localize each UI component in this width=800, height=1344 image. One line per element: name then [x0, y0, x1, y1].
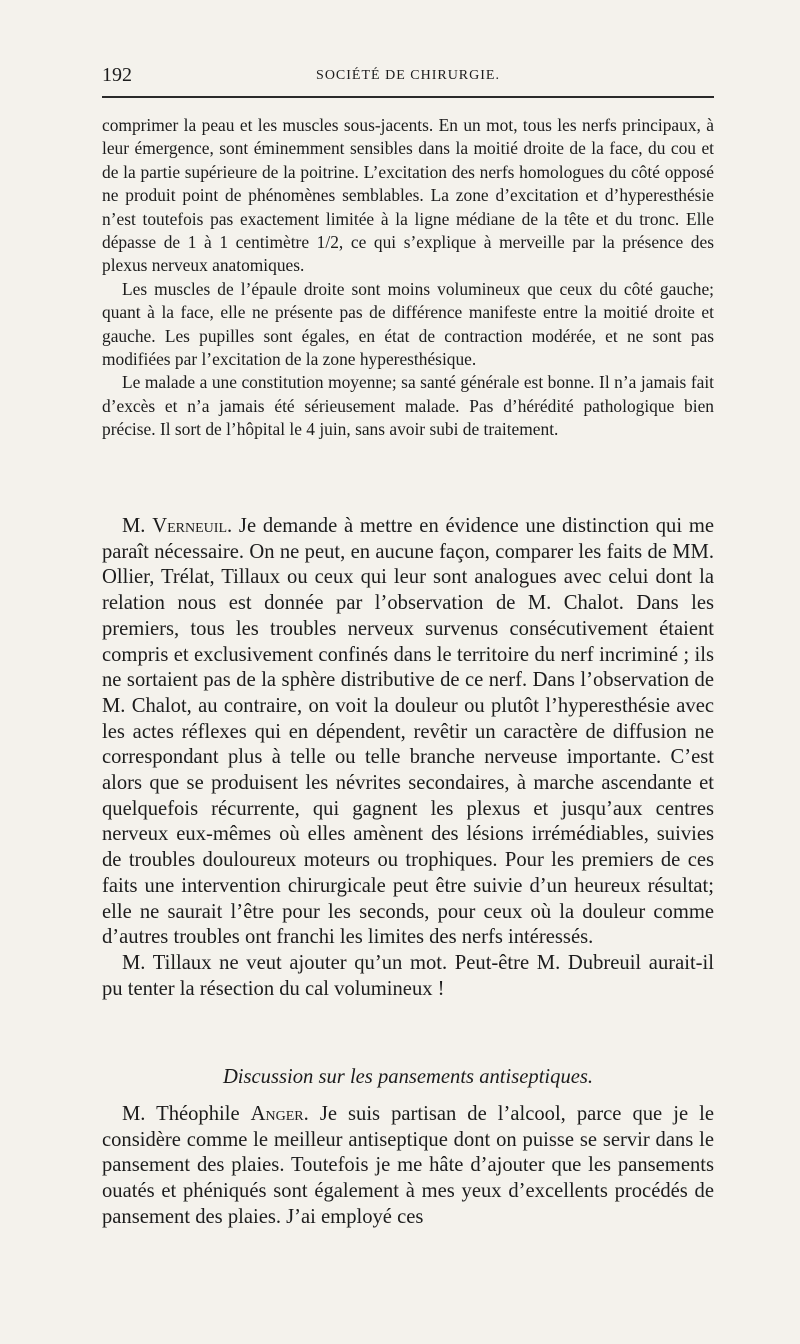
paragraph-muscles: Les muscles de l’épaule droite sont moins volumineux que ceux du côté gauche; quant à la face, elle ne présente pas de différence manifeste entre la moitié droite et gauche. Les pupilles sont égales, en état de contraction modérée, et ne sont pas modifiées par l’excitation de la zone hyperesthésique. [102, 278, 714, 370]
anger-paragraph [102, 1102, 714, 1231]
tillaux-paragraph: M. Tillaux ne veut ajouter qu’un mot. Peut-être M. Dubreuil aurait-il pu tenter la résection du cal volumineux ! [102, 951, 714, 1000]
page-header [102, 64, 714, 88]
case-report-text [102, 114, 714, 442]
anger-body: . Je suis partisan de l’alcool, parce que je le considère comme le meilleur antiseptique dont on puisse se servir dans le pansement des plaies. Toutefois je me hâte d’ajouter que les pansements ouatés et phéniqués sont également à mes yeux d’excellents procédés de pansement des plaies. J’ai employé ces [102, 1103, 714, 1228]
paragraph-continued: comprimer la peau et les muscles sous-jacents. En un mot, tous les nerfs principaux, à leur émergence, sont éminemment sensibles dans la moitié droite de la face, du cou et de la partie supérieure de la poitrine. L’excitation des nerfs homologues du côté opposé ne produit point de phénomènes semblables. La zone d’excitation et d’hyperesthésie n’est toutefois pas exactement limitée à la ligne médiane de la tête et du tronc. Elle dépasse de 1 à 1 centimètre 1/2, ce qui s’explique à merveille par la présence des plexus nerveux anatomiques. [102, 115, 714, 276]
anger-text [102, 1102, 714, 1231]
discussion-text [102, 514, 714, 1002]
page-number: 192 [102, 64, 132, 86]
verneuil-text: . Je demande à mettre en évidence une distinction qui me paraît nécessaire. On ne peut, en aucune façon, comparer les faits de MM. Ollier, Trélat, Tillaux ou ceux qui leur sont analogues avec celui dont la relation nous est donnée par l’observation de M. Chalot. Dans les premiers, tous les troubles nerveux survenus consécutivement étaient compris et exclusivement confinés dans le territoire du nerf incriminé ; ils ne sortaient pas de la sphère distributive de ce nerf. Dans l’observation de M. Chalot, au contraire, on voit la douleur ou plutôt l’hyperesthésie avec les actes réflexes qui en dépendent, revêtir un caractère de diffusion ne correspondant plus à telle ou telle branche nerveuse importante. C’est alors que se produisent les névrites secondaires, à marche ascendante et quelquefois récurrente, qui gagnent les plexus et jusqu’aux centres nerveux eux-mêmes où elles amènent des lésions irrémédiables, suivies de troubles douloureux moteurs ou trophiques. Pour les premiers de ces faits une intervention chirurgicale peut être suivie d’un heureux résultat; elle ne saurait l’être pour les seconds, pour ceux où la douleur comme d’autres troubles ont franchi les limites des nerfs intéressés. [102, 515, 714, 949]
speaker-prefix: M. Théophile [122, 1103, 251, 1125]
verneuil-paragraph [102, 514, 714, 951]
section-heading: Discussion sur les pansements antiseptiques. [222, 1066, 594, 1088]
header-rule [102, 96, 714, 98]
speaker-prefix: M. [122, 515, 153, 537]
speaker-name: Verneuil [152, 515, 227, 537]
running-title: SOCIÉTÉ DE CHIRURGIE. [316, 68, 500, 83]
paragraph-constitution: Le malade a une constitution moyenne; sa santé générale est bonne. Il n’a jamais fait d’excès et n’a jamais été sérieusement malade. Pas d’hérédité pathologique bien précise. Il sort de l’hôpital le 4 juin, sans avoir subi de traitement. [102, 372, 714, 440]
speaker-name: Anger [250, 1103, 304, 1125]
